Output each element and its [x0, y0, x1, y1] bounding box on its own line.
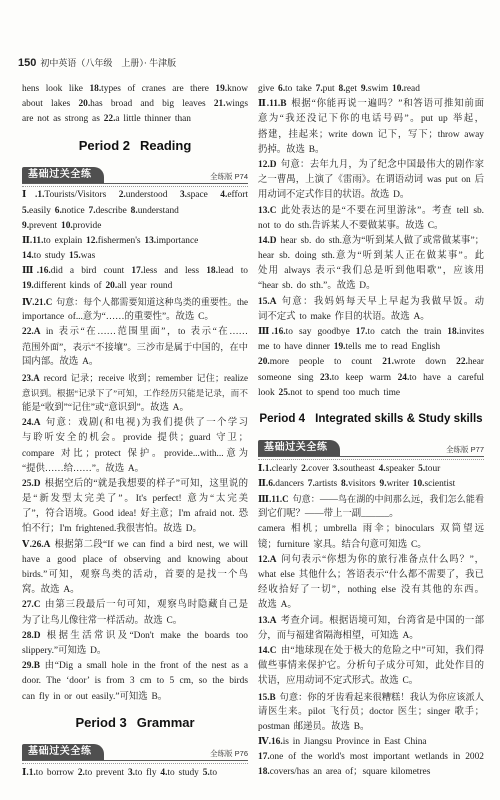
answer-line: [258, 188, 484, 203]
answer-line: [22, 553, 248, 568]
answer-line: [22, 340, 248, 355]
section-heading-text: [75, 705, 194, 742]
answer-line-text: 9.prevent 10.provide: [22, 220, 102, 231]
answer-line: [258, 598, 484, 613]
answer-line: [22, 188, 248, 203]
left-column: [22, 82, 248, 781]
answer-line-text: 15.A 句意：我妈妈每天早上早起为我做早饭。动: [258, 296, 484, 307]
answer-line: [22, 82, 248, 97]
answer-line-text: 意识到。根据“记录下了”可知，工作经历只能是记录，而不: [22, 387, 248, 398]
answer-line-text: Ⅱ.11.B 根据“你能再说一遍吗？”和答语可推知前面: [258, 99, 484, 110]
answer-line: [22, 538, 248, 553]
answer-line-text: “提供……给……”。故选 A。: [22, 463, 145, 474]
answer-line-text: 怕不行；I'm frightened.我很害怕。故选 D。: [22, 524, 202, 535]
answer-item: [22, 295, 248, 325]
period-title: Integrated skills & Study skills: [315, 411, 483, 425]
answer-line-text: 19.different kinds of 20.all year round: [22, 281, 173, 292]
period-title: Reading: [140, 137, 192, 153]
answer-line-text: Ⅰ.1.Tourists/Visitors 2.understood 3.space 4.effort: [22, 190, 248, 201]
banner-dotted-rule: [22, 186, 248, 187]
answer-line-text: Ⅳ.21.C 句意：每个人都需要知道这种鸟类的重要性。the: [22, 296, 248, 307]
page-header: [18, 56, 176, 70]
answer-item: [22, 264, 248, 294]
answer-line-text: “hear sb. do sth.”。故选 D。: [258, 281, 376, 292]
answer-line: [258, 674, 484, 689]
answer-item: [258, 295, 484, 325]
answer-line-text: 意为“我还没记下你的电话号码”。put up 举起，: [258, 114, 484, 125]
answer-line: [22, 295, 248, 310]
answer-line: [258, 264, 484, 279]
answer-line-text: 18.covers/has an area of；square kilometres: [258, 767, 431, 778]
banner-dotted-rule: [22, 763, 248, 764]
exercise-banner-label: 基础过关全练: [22, 744, 104, 760]
answer-line-text: 国内部。故选 A。: [22, 357, 99, 368]
answer-line: [258, 522, 484, 537]
book-title: 初中英语（八年级 上册）· 牛津版: [40, 58, 177, 68]
answer-line: [258, 568, 484, 583]
answer-line-text: 到它们呢？——带上一副______。: [258, 509, 399, 520]
answer-line: [22, 507, 248, 522]
answer-line: [258, 97, 484, 112]
answer-line-text: 22.A in 表示“在……范围里面”，to 表示“在……: [22, 327, 248, 338]
answer-line-text: hear sb. doing sth.意为“听到某人正在做某事”。此: [258, 251, 484, 262]
answer-item: [258, 644, 484, 690]
answer-line: [258, 583, 484, 598]
answer-line: [22, 492, 248, 507]
answer-item: [22, 659, 248, 705]
answer-line-text: Ⅴ.26.A 根据第二段“If we can find a bird nest, we will: [22, 539, 248, 550]
answer-item: [22, 766, 248, 781]
answer-line-text: 窝。故选 A。: [22, 585, 80, 596]
answer-line-text: 5.easily 6.notice 7.describe 8.understand: [22, 205, 179, 216]
answer-line: [22, 690, 248, 705]
answer-item: [22, 477, 248, 538]
answer-line: [22, 644, 248, 659]
answer-line-text: 请医生来。pilot 飞行员；doctor 医生；singer 歌手；: [258, 706, 484, 717]
answer-line: [258, 705, 484, 720]
answer-line-text: postman 邮递员。故选 B。: [258, 721, 370, 732]
answer-line: [258, 371, 484, 386]
answer-line-text: look 25.not to spend too much time: [258, 387, 401, 398]
answer-line: [258, 507, 484, 522]
answer-line: [258, 204, 484, 219]
answer-line-text: 是“新发型太完美了”。It's perfect! 意为“太完美: [22, 494, 248, 505]
answer-item: [258, 492, 484, 553]
answer-line: [22, 568, 248, 583]
answer-item: [258, 158, 484, 204]
answer-line-text: 24.A 句意：戏剧(和电视)为我们提供了一个学习: [22, 418, 248, 429]
answer-line: [22, 431, 248, 446]
answer-line: [22, 477, 248, 492]
answer-line: [258, 629, 484, 644]
answer-line-text: 14.D hear sb. do sth.意为“听到某人做了或常做某事”；: [258, 235, 484, 246]
answer-line: [22, 204, 248, 219]
answer-item: [258, 735, 484, 781]
answer-item: [22, 188, 248, 234]
banner-rule: [22, 760, 248, 761]
answer-line-text: 13.A 考查介词。根据语境可知，台湾省是中国的一部: [258, 615, 484, 626]
answer-item: [258, 234, 484, 295]
banner-rule: [22, 183, 248, 184]
answer-line-text: not to do sth.告诉某人不要做某事。故选 C。: [258, 220, 444, 231]
answer-line-text: importance of...意为“……的重要性”。故选 C。: [22, 311, 214, 322]
answer-line: [258, 112, 484, 127]
answer-line-text: 故选 A。: [258, 600, 297, 611]
exercise-banner: [22, 164, 248, 188]
answer-item: [258, 614, 484, 644]
answer-line-text: 15.B 句意：你的牙齿看起来很糟糕！我认为你应该派人: [258, 691, 484, 702]
answer-line-text: what else 其他什么；答语表示“什么都不需要了，我已: [258, 570, 484, 581]
answer-line-text: camera 相机；umbrella 雨伞；binoculars 双筒望远: [258, 524, 484, 535]
period-number: Period 4: [259, 411, 306, 425]
page-reference: 全练版 P74: [210, 172, 248, 182]
answer-line-text: Ⅱ.6.dancers 7.artists 8.visitors 9.writer 10.scientist: [258, 478, 456, 489]
answer-line-text: Ⅱ.11.to explain 12.fishermen's 13.importance: [22, 235, 199, 246]
answer-line-text: me to have dinner 19.tells me to read English: [258, 342, 441, 353]
answer-item: [22, 629, 248, 659]
answer-line: [258, 477, 484, 492]
answer-line-text: have a good place of observing and knowing about: [22, 554, 248, 565]
answer-line-text: 状语，应用动词不定式形式。故选 C。: [258, 676, 419, 687]
answer-line: [22, 659, 248, 674]
answer-line: [258, 492, 484, 507]
answer-line-text: Ⅳ.16.is in Jiangsu Province in East China: [258, 737, 427, 748]
answer-line-text: 扔掉。故选 B。: [258, 144, 325, 155]
answer-line-text: 25.D 根据空后的“就是我想要的样子”可知，这里说的: [22, 478, 248, 489]
section-heading: [22, 128, 248, 165]
answer-line-text: are not as strong as 22.a little thinner than: [22, 114, 191, 125]
answer-line-text: 14.to study 15.was: [22, 251, 96, 262]
answer-line-text: 搭建，挂起来；write down 记下，写下；throw away: [258, 129, 484, 140]
answer-line: [22, 386, 248, 401]
answer-line: [22, 401, 248, 416]
answer-line: [258, 462, 484, 477]
answer-line: [22, 629, 248, 644]
right-column: [258, 82, 484, 781]
answer-line: [22, 522, 248, 537]
answer-line-text: 12.D 句意：去年九月，为了纪念中国最伟大的剧作家: [258, 159, 484, 170]
answer-item: [258, 690, 484, 736]
answer-line: [258, 690, 484, 705]
answer-line: [22, 279, 248, 294]
answer-line-text: hens look like 18.types of cranes are there 19.know: [22, 84, 248, 94]
answer-line: [258, 644, 484, 659]
answer-line: [258, 279, 484, 294]
period-number: Period 2: [78, 137, 130, 153]
answer-line: [258, 538, 484, 553]
answer-line-text: Ⅰ.1.to borrow 2.to prevent 3.to fly 4.to study 5.to: [22, 767, 218, 778]
answer-item: [22, 371, 248, 417]
answer-item: [258, 462, 484, 477]
answer-line: [22, 598, 248, 613]
answer-line: [258, 340, 484, 355]
answer-line-text: someone sing 23.to keep warm 24.to have a careful: [258, 372, 484, 383]
answer-line-text: 12.A 问句表示“你想为你的旅行准备点什么吗？”，: [258, 554, 484, 565]
answer-line: [258, 659, 484, 674]
answer-line: [22, 614, 248, 629]
answer-line: [258, 143, 484, 158]
answer-line: [258, 173, 484, 188]
answer-line-text: 范围外面”，表示“不接壤”。三沙市是属于中国的，在中: [22, 342, 248, 353]
answer-line-text: give 6.to take 7.put 8.get 9.swim 10.read: [258, 84, 420, 94]
answer-item: [258, 553, 484, 614]
answer-line-text: 了”，符合语境。Good idea! 好主意；I'm afraid not. 恐: [22, 509, 248, 520]
answer-line: [22, 766, 248, 781]
answer-item: [258, 204, 484, 234]
answer-line: [22, 674, 248, 689]
answer-line: [22, 310, 248, 325]
answer-line-text: door. The ‘door’ is from 3 cm to 5 cm, so the birds: [22, 676, 248, 687]
answer-item: [22, 82, 248, 128]
answer-line-text: about lakes 20.has broad and big leaves 21.wings: [22, 99, 248, 110]
answer-item: [22, 598, 248, 628]
answer-line-text: 用动词不定式作目的状语。故选 D。: [258, 190, 410, 201]
banner-dotted-rule: [258, 459, 484, 460]
answer-line: [258, 219, 484, 234]
answer-line: [258, 82, 484, 97]
answer-line: [22, 447, 248, 462]
answer-line-text: Ⅲ.11.C 句意：——鸟在湖的中间那么远，我们怎么能看: [258, 494, 484, 505]
page-reference: 全练版 P76: [210, 749, 248, 759]
answer-line: [22, 97, 248, 112]
section-heading: [22, 705, 248, 742]
answer-line: [22, 264, 248, 279]
answer-line-text: Ⅲ.16.did a bird count 17.less and less 18.lead to: [22, 266, 248, 277]
answer-line: [258, 614, 484, 629]
answer-line-text: 为了让鸟儿像往常一样活动。故选 C。: [22, 615, 183, 626]
answer-item: [258, 82, 484, 97]
answer-line: [22, 583, 248, 598]
answer-line-text: 13.C 此处表达的是“不要在河里游泳”。考查 tell sb.: [258, 205, 484, 216]
period-title: Grammar: [136, 714, 195, 730]
answer-line-text: 27.C 由第三段最后一句可知，观察鸟时隐藏自己是: [22, 600, 248, 611]
answer-line-text: 之一曹禺，上演了《雷雨》。在谓语动词 was put on 后: [258, 175, 484, 186]
answer-line-text: 28.D 根据生活常识及“Don't make the boards too: [22, 630, 248, 641]
answer-line: [22, 325, 248, 340]
answer-line-text: 与聆听安全的机会。provide 提供；guard 守卫；: [22, 433, 248, 444]
answer-line-text: 经收拾好了一切”，nothing else 没有其他的东西。: [258, 585, 484, 596]
answer-line-text: 20.more people to count 21.wrote down 22.hear: [258, 357, 484, 368]
answer-item: [22, 538, 248, 599]
answer-line: [258, 386, 484, 401]
answer-line: [22, 462, 248, 477]
answer-line-text: 能是“收到”“记住”或“意识到”。故选 A。: [22, 402, 189, 413]
section-heading-text: [79, 128, 192, 165]
answer-line: [22, 234, 248, 249]
answer-line-text: can fly in or out easily.”可知选 B。: [22, 691, 168, 702]
answer-item: [258, 325, 484, 401]
answer-item: [22, 234, 248, 264]
answer-line-text: 17.one of the world's most important wetlands in 2002: [258, 752, 484, 763]
answer-line: [22, 249, 248, 264]
answer-item: [22, 416, 248, 477]
period-number: Period 3: [75, 714, 127, 730]
answer-line-text: compare 对比；protect 保护。provide...with...意为: [22, 448, 248, 459]
answer-line: [258, 295, 484, 310]
page-number: 150: [18, 57, 37, 69]
exercise-banner: [22, 741, 248, 765]
answer-line: [258, 750, 484, 765]
answer-line-text: 处用 always 表示“我们总是听到他唱歌”，应该用: [258, 266, 484, 277]
banner-rule: [258, 456, 484, 457]
answer-line: [22, 219, 248, 234]
answer-item: [258, 477, 484, 492]
answer-line: [258, 325, 484, 340]
answer-line: [258, 310, 484, 325]
answer-line-text: 做些事情来保护它。分析句子成分可知，此处作目的: [258, 661, 484, 672]
answer-line: [258, 234, 484, 249]
answer-item: [22, 325, 248, 371]
answer-line: [22, 371, 248, 386]
answer-line-text: Ⅰ.1.clearly 2.cover 3.southeast 4.speaker 5.tour: [258, 463, 441, 474]
answer-line-text: 词不定式 to make 作目的状语。故选 A。: [258, 311, 430, 322]
section-heading: [258, 401, 484, 438]
answer-line: [258, 355, 484, 370]
answer-line-text: 镜；furniture 家具。结合句意可知选 C。: [258, 539, 427, 550]
answer-line: [22, 416, 248, 431]
answer-line: [258, 553, 484, 568]
section-heading-text: [259, 401, 482, 438]
answer-line: [258, 158, 484, 173]
answer-line: [258, 249, 484, 264]
exercise-banner-label: 基础过关全练: [258, 440, 340, 456]
answer-line-text: 14.C 由“地球现在处于极大的危险之中”可知，我们得: [258, 645, 484, 656]
exercise-banner: [258, 437, 484, 461]
answer-line: [22, 355, 248, 370]
answer-line: [258, 735, 484, 750]
answer-item: [258, 97, 484, 158]
answer-line-text: birds.”可知，观察鸟类的活动，首要的是找一个鸟: [22, 570, 248, 581]
answer-line-text: 分，而与福建省隔海相望，可知选 A。: [258, 630, 419, 641]
page-reference: 全练版 P77: [446, 445, 484, 455]
answer-line-text: Ⅲ.16.to say goodbye 17.to catch the train 18.invites: [258, 327, 484, 337]
answer-line-text: 29.B 由“Dig a small hole in the front of the nest as a: [22, 661, 248, 672]
answer-line: [258, 128, 484, 143]
exercise-banner-label: 基础过关全练: [22, 167, 104, 183]
answer-line-text: slippery.”可知选 D。: [22, 645, 107, 656]
answer-line: [258, 720, 484, 735]
answer-line: [258, 765, 484, 780]
answer-line-text: 23.A record 记录；receive 收到；remember 记住；realize: [22, 372, 248, 383]
answer-line: [22, 112, 248, 127]
